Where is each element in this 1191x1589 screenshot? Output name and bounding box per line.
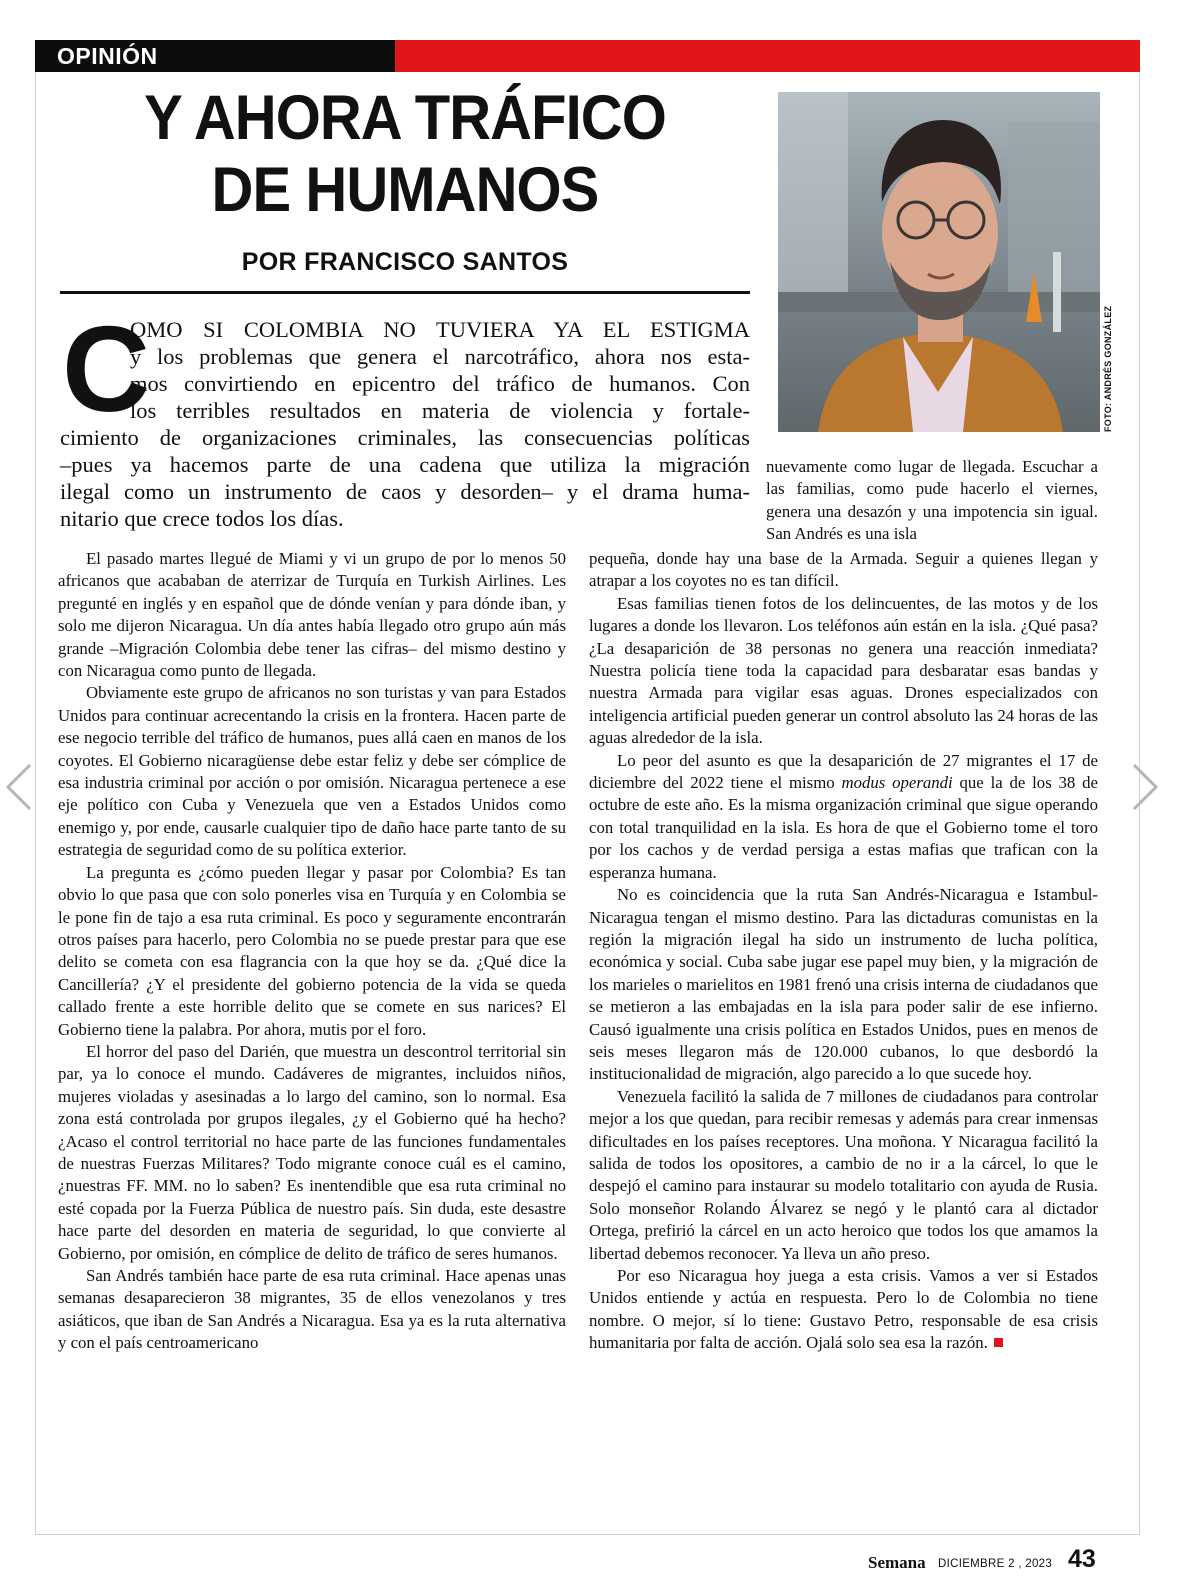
body-paragraph-modus <box>589 750 1098 884</box>
lead-line: cimiento de organizaciones criminales, las consecuencias políticas <box>60 425 750 450</box>
body-paragraph: Venezuela facilitó la salida de 7 millones de ciudadanos para controlar mejor a los que quedan, para recibir remesas y además para crear inmensas dificultades en los países receptores. Una moñona. Y Nicaragua facilitó la salida de todos los opositores, a cambio de no ir a la cárcel, lo que le despejó el camino para instaurar su modelo totalitario con ayuda de Rusia. Solo monseñor Rolando Álvarez se negó y le plantó cara al dictador Ortega, prefirió la cárcel en un acto heroico que todos los que amamos la libertad debemos reconocer. Ya lleva un año preso. <box>589 1086 1098 1263</box>
text-run: Lo peor del asunto es que la desaparición de 27 migrantes el 17 de diciembre del 2022 tiene el mismo <box>589 750 1098 793</box>
byline: POR FRANCISCO SANTOS <box>241 248 569 276</box>
headline <box>88 82 723 226</box>
column-2 <box>589 548 1098 1355</box>
lead-line: OMO SI COLOMBIA NO TUVIERA YA EL ESTIGMA <box>130 317 750 342</box>
column-1 <box>58 548 566 1355</box>
next-page-arrow-icon[interactable] <box>1130 762 1160 812</box>
lead-line: mos convirtiendo en epicentro del tráfico de humanos. Con <box>130 371 750 396</box>
body-paragraph: El horror del paso del Darién, que muestra un descontrol territorial sin par, ya lo conoce el mundo. Cadáveres de migrantes, incluidos niños, mujeres violadas y asesinadas a lo largo del camino, son lo normal. Esa zona está controlada por grupos ilegales, ¿y el Gobierno qué ha hecho? ¿Acaso el control territorial no hace parte de las funciones fundamentales de nuestras Fuerzas Militares? Todo migrante conoce cuál es el camino, ¿nuestras FF. MM. no lo saben? Es inentendible que esa ruta criminal no esté copada por la Fuerza Pública de nuestro país. Sin duda, este desastre hace parte del desorden en materia de seguridad, lo que convierte al Gobierno, por omisión, en cómplice de delito de tráfico de seres humanos. <box>58 1041 566 1263</box>
photo-credit: FOTO: ANDRÉS GONZÁLEZ <box>1103 305 1113 432</box>
body-paragraph: San Andrés también hace parte de esa ruta criminal. Hace apenas unas semanas desaparecieron 38 migrantes, 35 de ellos venezolanos y tres asiáticos, que iban de San Andrés a Nicaragua. Esa ya es la ruta alternativa y con el país centroamericano <box>58 1266 566 1353</box>
column-2-top <box>766 456 1098 546</box>
author-portrait-image <box>778 92 1100 432</box>
headline-line-2: DE HUMANOS <box>211 155 599 225</box>
author-photo <box>778 92 1100 432</box>
emphasis-text: modus operandi <box>841 773 953 793</box>
lead-line: ilegal como un instrumento de caos y desorden– y el drama huma- <box>60 479 750 504</box>
body-paragraph: No es coincidencia que la ruta San Andrés-Nicaragua e Istambul-Nicaragua tengan el mismo destino. Para las dictaduras comunistas en la región la migración ilegal ha sido un instrumento de lucha política, económica y social. Cuba sabe jugar ese papel muy bien, y la migración de los marieles o marielitos en 1981 frenó una crisis interna de ciudadanos que se metieron a las embajadas en la isla para poder salir de ese infierno. Causó igualmente una crisis política en Estados Unidos, pues en menos de seis meses llegaron más de 120.000 cubanos, lo que desbordó la institucionalidad de migración, algo parecido a lo que sucede hoy. <box>589 885 1098 1084</box>
footer-magazine-name: Semana <box>868 1553 926 1572</box>
body-paragraph: La pregunta es ¿cómo pueden llegar y pasar por Colombia? Es tan obvio lo que pasa que con solo ponerles visa en Turquía y en Colombia se le pone fin de tajo a esa ruta criminal. Es poco y seguramente encontrarán otros países para hacerlo, pero Colombia no se puede prestar para que ese delito se cometa con esa flagrancia con la que hoy se da. ¿Qué dice la Cancillería? ¿Y el presidente del gobierno potencia de la vida se queda callado frente a este horrible delito que se comete en sus narices? El Gobierno tiene la palabra. Por ahora, mutis por el foro. <box>58 862 566 1039</box>
footer-page-number: 43 <box>1068 1545 1096 1573</box>
body-paragraph: nuevamente como lugar de llegada. Escuchar a las familias, como pude hacerlo el viernes, genera una desazón y una impotencia sin igual. San Andrés es una isla <box>766 457 1098 544</box>
footer-date: DICIEMBRE 2 , 2023 <box>938 1558 1053 1570</box>
lead-line: y los problemas que genera el narcotráfico, ahora nos esta- <box>130 344 750 369</box>
lead-paragraph <box>60 301 750 532</box>
section-bar-red <box>395 40 1140 72</box>
body-paragraph: El pasado martes llegué de Miami y vi un grupo de por lo menos 50 africanos que acababan de aterrizar de Turquía en Turkish Airlines. Les pregunté en inglés y en español que de dónde venían y para dónde iban, y solo me dijeron Nicaragua. Un día antes había llegado otro grupo aún más grande –Migración Colombia debe tener las cifras– del mismo destino y con Nicaragua como punto de llegada. <box>58 549 566 681</box>
previous-page-arrow-icon[interactable] <box>4 762 34 812</box>
end-mark-icon <box>994 1338 1003 1347</box>
section-label: OPINIÓN <box>57 43 158 69</box>
lead-line: nitario que crece todos los días. <box>60 506 344 531</box>
body-paragraph: pequeña, donde hay una base de la Armada. Seguir a quienes llegan y atrapar a los coyotes no es tan difícil. <box>589 549 1098 591</box>
body-paragraph: Obviamente este grupo de africanos no son turistas y van para Estados Unidos para continuar acrecentando la crisis en la frontera. Hacen parte de ese negocio terrible del tráfico de humanos, pues allá caen en manos de los coyotes. El Gobierno nicaragüense debe estar feliz y debe ser cómplice de esa industria criminal por acción o por omisión. Nicaragua pertenece a ese eje político con Cuba y Venezuela que ven a Estados Unidos como enemigo y, por ende, causarle cualquier tipo de daño hace parte tanto de su estrategia de seguridad como de su política exterior. <box>58 683 566 860</box>
section-header-bar <box>35 40 1140 72</box>
lead-line: –pues ya hacemos parte de una cadena que utiliza la migración <box>60 452 750 477</box>
text-run: que la de los 38 de octubre de este año. Es la misma organización criminal que sigue operando con total tranquilidad en la isla. Es hora de que el Gobierno tome el toro por los cachos y de verdad persiga a estas mafias que trafican con la esperanza humana. <box>589 773 1098 882</box>
body-paragraph-final <box>589 1265 1098 1355</box>
lead-line: los terribles resultados en materia de violencia y fortale- <box>130 398 750 423</box>
headline-line-1: Y AHORA TRÁFICO <box>144 83 666 153</box>
drop-cap: C <box>62 301 151 437</box>
divider-rule <box>60 291 750 294</box>
body-paragraph: Esas familias tienen fotos de los delincuentes, de las motos y de los lugares a donde los llevaron. Los teléfonos aún están en la isla. ¿Qué pasa? ¿La desaparición de 38 personas no genera una reacción inmediata? Nuestra policía tiene toda la capacidad para desbaratar esas bandas y nuestra Armada para vigilar esas aguas. Drones especializados con inteligencia artificial pueden generar un control absoluto las 24 horas de las aguas alrededor de la isla. <box>589 593 1098 748</box>
text-run: Por eso Nicaragua hoy juega a esta crisis. Vamos a ver si Estados Unidos entiende y actúa en respuesta. Pero lo de Colombia no tiene nombre. O mejor, sí lo tiene: Gustavo Petro, responsable de esa crisis humanitaria por falta de acción. Ojalá solo sea esa la razón. <box>589 1266 1098 1353</box>
